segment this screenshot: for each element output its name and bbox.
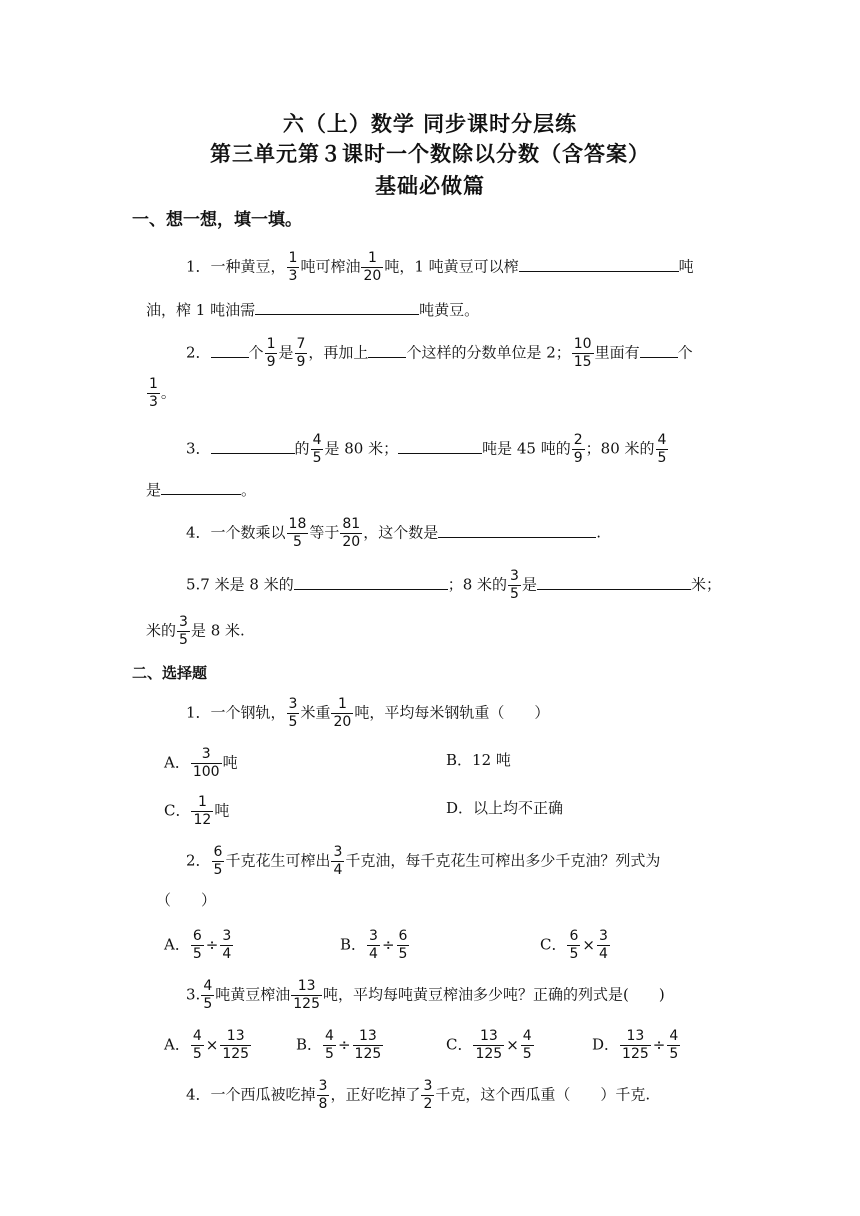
fraction <box>367 928 380 963</box>
text: 1．一种黄豆， <box>186 257 286 276</box>
numerator: 13 <box>220 1028 251 1046</box>
answer-blank[interactable] <box>519 255 679 272</box>
numerator: 6 <box>569 928 579 944</box>
fraction <box>311 432 324 467</box>
denominator: 5 <box>312 450 322 466</box>
denominator: 125 <box>222 1046 250 1062</box>
denominator: 125 <box>354 1046 382 1062</box>
denominator: 5 <box>669 1046 679 1062</box>
text: 个 <box>248 343 264 362</box>
s2-q3-option-b[interactable] <box>296 1028 384 1063</box>
text: C． <box>540 935 567 954</box>
fraction <box>473 1028 504 1063</box>
s2-q4 <box>186 1078 650 1113</box>
denominator: 5 <box>510 586 519 602</box>
text: A． <box>164 1035 190 1054</box>
text: A． <box>164 753 190 772</box>
text: C． <box>446 1035 473 1054</box>
text: 吨是 45 吨的 <box>482 439 571 458</box>
title-line-3: 基础必做篇 <box>375 174 485 198</box>
numerator: 13 <box>620 1028 651 1046</box>
s2-q3 <box>186 978 665 1013</box>
multiply-sign: × <box>205 1035 219 1054</box>
numerator: 3 <box>333 844 343 860</box>
text: 里面有 <box>594 343 640 362</box>
answer-blank[interactable] <box>398 437 482 454</box>
s2-q1-option-b[interactable]: B．12 吨 <box>446 751 511 769</box>
numerator: 10 <box>573 336 592 352</box>
text: 吨 <box>678 257 694 276</box>
numerator: 6 <box>398 928 408 944</box>
numerator: 7 <box>296 336 306 352</box>
numerator: 13 <box>291 978 322 996</box>
fraction <box>220 928 233 963</box>
numerator: 4 <box>192 1028 202 1044</box>
text: 个 <box>677 343 693 362</box>
numerator: 3 <box>510 568 519 584</box>
fraction <box>287 696 300 731</box>
denominator: 9 <box>266 354 276 370</box>
numerator: 3 <box>191 746 222 764</box>
section-2-heading: 二、选择题 <box>132 664 208 682</box>
denominator: 20 <box>342 534 361 550</box>
text: 千克花生可榨出 <box>225 851 331 870</box>
text: 油，榨 1 吨油需 <box>146 301 256 319</box>
denominator: 5 <box>293 534 302 550</box>
s1-q5-line1 <box>186 568 721 603</box>
fraction <box>620 1028 651 1063</box>
text: 4．一个西瓜被吃掉 <box>186 1085 316 1104</box>
numerator: 3 <box>288 696 298 712</box>
fraction <box>191 1028 204 1063</box>
denominator: 4 <box>333 862 343 878</box>
fraction <box>361 250 383 285</box>
numerator: 1 <box>331 696 353 714</box>
fraction <box>287 516 309 551</box>
denominator: 5 <box>325 1046 334 1062</box>
denominator: 5 <box>192 1046 202 1062</box>
fraction <box>287 250 300 285</box>
s2-q3-option-c[interactable] <box>446 1028 535 1063</box>
denominator: 4 <box>598 946 608 962</box>
s2-q1-option-a[interactable] <box>164 746 238 781</box>
text: ；8 米的 <box>447 575 508 594</box>
denominator: 5 <box>522 1046 532 1062</box>
text: 米的 <box>146 621 177 640</box>
numerator: 3 <box>598 928 608 944</box>
s2-q1-option-d[interactable]: D．以上均不正确 <box>446 799 564 817</box>
s2-q1 <box>186 696 549 731</box>
numerator: 4 <box>325 1028 334 1044</box>
text: 是 80 米； <box>324 439 399 458</box>
fraction <box>667 1028 680 1063</box>
fraction <box>572 336 594 371</box>
s1-q2-line2 <box>146 376 176 411</box>
text: 吨 <box>214 801 230 820</box>
answer-blank[interactable] <box>640 341 678 358</box>
fraction <box>331 844 344 879</box>
fraction <box>201 978 214 1013</box>
fraction <box>212 844 225 879</box>
fraction <box>353 1028 384 1063</box>
s2-q3-option-d[interactable] <box>592 1028 681 1063</box>
text: ，正好吃掉了 <box>330 1085 421 1104</box>
numerator: 13 <box>473 1028 504 1046</box>
s2-q2-option-c[interactable] <box>540 928 611 963</box>
fraction <box>191 794 213 829</box>
denominator: 12 <box>193 812 212 828</box>
s1-q3-line2 <box>146 478 256 502</box>
denominator: 5 <box>288 714 298 730</box>
denominator: 2 <box>423 1096 433 1112</box>
numerator: 6 <box>192 928 202 944</box>
fraction <box>191 928 204 963</box>
s1-q1-line2 <box>146 298 479 322</box>
text: 是 <box>146 481 162 499</box>
numerator: 3 <box>369 928 378 944</box>
answer-blank[interactable] <box>368 341 406 358</box>
text: ；80 米的 <box>585 439 655 458</box>
fraction <box>220 1028 251 1063</box>
answer-blank[interactable] <box>211 437 295 454</box>
numerator: 6 <box>213 844 223 860</box>
s2-q1-option-c[interactable] <box>164 794 229 829</box>
text: B． <box>340 935 367 954</box>
fraction <box>177 614 190 649</box>
text: 等于 <box>309 523 340 542</box>
numerator: 4 <box>657 432 667 448</box>
text: 5.7 米是 8 米的 <box>186 575 294 594</box>
fraction <box>191 746 222 781</box>
fraction <box>572 432 585 467</box>
numerator: 13 <box>353 1028 384 1046</box>
text: 3． <box>186 439 211 458</box>
divide-sign: ÷ <box>381 935 395 954</box>
denominator: 5 <box>179 632 188 648</box>
denominator: 5 <box>213 862 223 878</box>
text: 吨，平均每吨黄豆榨油多少吨？正确的列式是( ) <box>322 985 665 1004</box>
title-line-1: 六（上）数学 同步课时分层练 <box>282 112 578 136</box>
answer-blank[interactable] <box>537 573 691 590</box>
s1-q1-line1 <box>186 250 694 285</box>
divide-sign: ÷ <box>337 1035 351 1054</box>
answer-blank[interactable] <box>255 298 419 315</box>
fraction <box>265 336 278 371</box>
text: 1．一个钢轨， <box>186 703 286 722</box>
s2-q2-line1 <box>186 844 660 879</box>
numerator: 1 <box>191 794 213 812</box>
denominator: 8 <box>318 1096 328 1112</box>
denominator: 5 <box>398 946 408 962</box>
numerator: 3 <box>423 1078 433 1094</box>
text: 吨可榨油 <box>300 257 361 276</box>
multiply-sign: × <box>506 1035 519 1054</box>
denominator: 5 <box>203 996 213 1012</box>
numerator: 3 <box>318 1078 328 1094</box>
answer-blank[interactable] <box>211 341 249 358</box>
fraction <box>331 696 353 731</box>
denominator: 125 <box>622 1046 649 1062</box>
denominator: 4 <box>222 946 232 962</box>
denominator: 20 <box>333 714 352 730</box>
denominator: 5 <box>657 450 667 466</box>
s2-q2-option-a[interactable] <box>164 928 234 963</box>
text: 吨黄豆。 <box>419 301 480 319</box>
denominator: 125 <box>293 996 320 1012</box>
numerator: 3 <box>222 928 232 944</box>
numerator: 1 <box>149 376 158 392</box>
fraction <box>597 928 610 963</box>
divide-sign: ÷ <box>652 1035 666 1054</box>
fraction <box>147 376 160 411</box>
text: ，这个数是 <box>363 523 439 542</box>
fraction <box>323 1028 336 1063</box>
denominator: 3 <box>149 394 158 410</box>
text: 吨，1 吨黄豆可以榨 <box>384 257 519 276</box>
denominator: 5 <box>569 946 579 962</box>
numerator: 81 <box>342 516 361 532</box>
fraction <box>397 928 410 963</box>
s1-q4 <box>186 516 601 551</box>
text: 米； <box>690 575 721 594</box>
multiply-sign: × <box>582 935 595 954</box>
numerator: 4 <box>312 432 322 448</box>
numerator: 2 <box>573 432 583 448</box>
text: 3. <box>186 985 201 1004</box>
fraction <box>291 978 322 1013</box>
denominator: 9 <box>573 450 583 466</box>
numerator: 18 <box>288 516 307 532</box>
s1-q2-line1 <box>186 336 693 371</box>
text: 。 <box>241 481 257 499</box>
answer-blank[interactable] <box>294 573 448 590</box>
text: 的 <box>294 439 310 458</box>
text: A． <box>164 935 190 954</box>
fraction <box>521 1028 534 1063</box>
numerator: 4 <box>203 978 213 994</box>
denominator: 3 <box>288 268 298 284</box>
text: 。 <box>160 383 176 402</box>
s1-q5-line2 <box>146 614 245 649</box>
text: 是 8 米. <box>190 621 245 640</box>
text: C． <box>164 801 191 820</box>
numerator: 4 <box>522 1028 532 1044</box>
divide-sign: ÷ <box>205 935 219 954</box>
numerator: 4 <box>669 1028 679 1044</box>
denominator: 20 <box>363 268 382 284</box>
numerator: 1 <box>361 250 383 268</box>
text: 个这样的分数单位是 2； <box>406 343 571 362</box>
text: 米重 <box>300 703 331 722</box>
answer-blank[interactable] <box>161 478 241 495</box>
fraction <box>656 432 669 467</box>
numerator: 3 <box>179 614 188 630</box>
fraction <box>340 516 362 551</box>
s2-q2-line2: （ ） <box>156 891 217 909</box>
numerator: 1 <box>266 336 276 352</box>
fraction <box>421 1078 434 1113</box>
denominator: 9 <box>296 354 306 370</box>
text: 千克油，每千克花生可榨出多少千克油？列式为 <box>345 851 661 870</box>
text: 吨黄豆榨油 <box>215 985 291 1004</box>
text: 2． <box>186 343 211 362</box>
text: D． <box>592 1035 620 1054</box>
text: . <box>596 523 602 542</box>
fraction <box>317 1078 330 1113</box>
text: 4．一个数乘以 <box>186 523 286 542</box>
text: 吨，平均每米钢轨重（ ） <box>354 703 550 722</box>
s1-q3-line1 <box>186 432 669 467</box>
text: 2． <box>186 851 211 870</box>
denominator: 15 <box>573 354 592 370</box>
text: 是 <box>521 575 537 594</box>
text: 是 <box>278 343 294 362</box>
denominator: 125 <box>475 1046 503 1062</box>
fraction <box>567 928 580 963</box>
denominator: 4 <box>369 946 378 962</box>
text: B． <box>296 1035 323 1054</box>
title-line-2: 第三单元第３课时一个数除以分数（含答案） <box>210 142 650 166</box>
s2-q3-option-a[interactable] <box>164 1028 252 1063</box>
text: 吨 <box>222 753 238 772</box>
section-1-heading: 一、想一想，填一填。 <box>132 210 302 230</box>
denominator: 5 <box>192 946 202 962</box>
denominator: 100 <box>192 764 220 780</box>
text: ，再加上 <box>308 343 369 362</box>
numerator: 1 <box>288 250 298 266</box>
fraction <box>508 568 521 603</box>
text: 千克，这个西瓜重（ ）千克. <box>435 1085 651 1104</box>
answer-blank[interactable] <box>438 521 596 538</box>
s2-q2-option-b[interactable] <box>340 928 410 963</box>
fraction <box>295 336 308 371</box>
